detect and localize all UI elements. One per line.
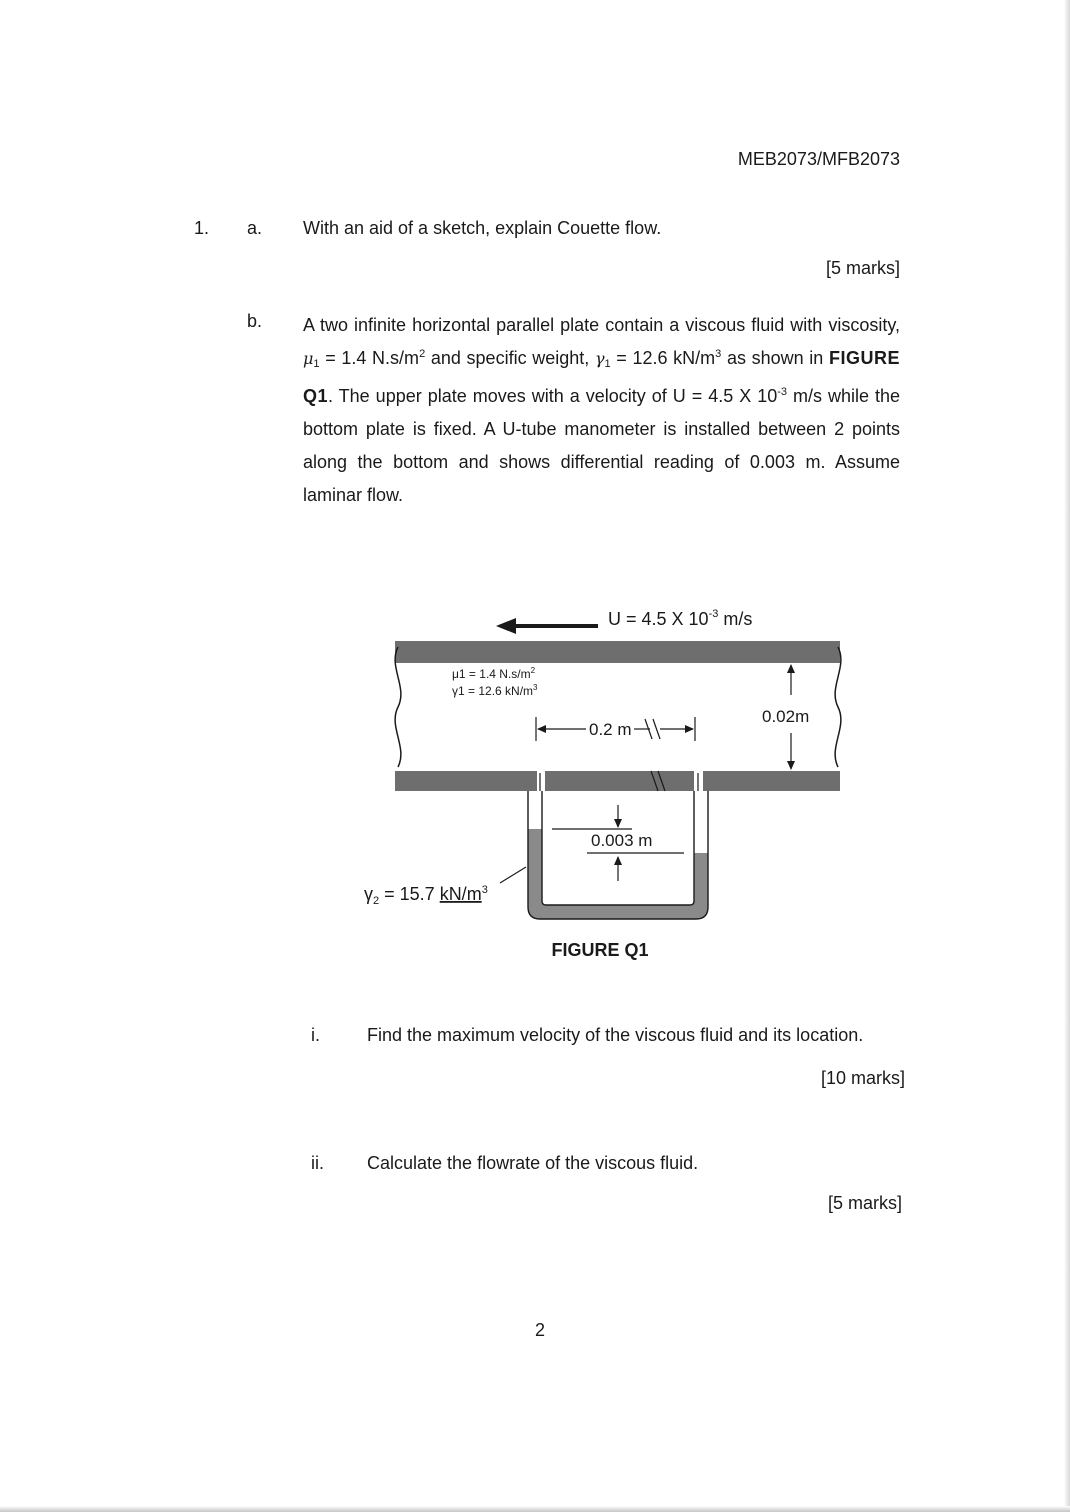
- bottom-plate-middle: [545, 771, 694, 791]
- gamma2-label: $\gamma_2 = 15.7$ $kN/m^3$: [364, 884, 488, 907]
- gap-label: 0.02m: [762, 707, 810, 726]
- sub-i-marks: [10 marks]: [820, 1068, 905, 1088]
- gamma2-leader-line: [500, 867, 526, 883]
- bottom-plate-left: [395, 771, 537, 791]
- sub-ii-label: ii.: [311, 1153, 324, 1173]
- as-shown-text: as shown in: [721, 347, 829, 368]
- spacing-break-2: [653, 719, 660, 739]
- course-code: MEB2073/MFB2073: [737, 149, 900, 169]
- question-number: 1.: [194, 218, 210, 238]
- gamma-symbol: γ: [594, 348, 605, 368]
- mu-subscript: 1: [313, 357, 320, 370]
- gap-arrow-top: [787, 664, 795, 673]
- sub-ii-marks: [5 marks]: [827, 1193, 902, 1213]
- page-number: 2: [534, 1320, 545, 1340]
- reading-arrow-top: [614, 819, 622, 828]
- part-b-intro: A two infinite horizontal parallel plate contain a viscous fluid with viscosity,: [303, 315, 900, 335]
- page-bottom-edge: [0, 1506, 1070, 1512]
- gamma-value: = 12.6 kN/m: [610, 347, 716, 368]
- figure-caption: FIGURE Q1: [551, 940, 649, 960]
- part-b-text: [303, 309, 900, 511]
- mu-value: = 1.4 N.s/m: [319, 347, 420, 368]
- bottom-plate-right: [703, 771, 840, 791]
- page-edge-shadow: [1064, 0, 1070, 1512]
- reading-arrow-bottom: [614, 856, 622, 865]
- part-b-rest: m/s while the bottom plate is fixed. A U-tube manometer is installed between 2 points along the bottom and shows differential reading of 0.003 m. Assume laminar flow.: [303, 386, 900, 505]
- reading-label: 0.003 m: [591, 831, 653, 850]
- velocity-arrow-head: [496, 618, 516, 634]
- spacing-arrow-right: [685, 725, 694, 733]
- gamma-subscript: 1: [604, 357, 611, 370]
- part-a-marks: [5 marks]: [825, 258, 900, 278]
- upper-plate: [395, 641, 840, 663]
- velocity-label: U = 4.5 X $10^{-3}$ m/s: [608, 608, 753, 629]
- sub-i-label: i.: [311, 1025, 320, 1045]
- velocity-exponent: -3: [777, 386, 787, 399]
- figure-reference: FIGURE Q1: [303, 347, 900, 407]
- figure-q1-diagram: [340, 595, 860, 935]
- gamma-exponent: 3: [715, 347, 722, 360]
- gamma1-fluid-label: γ1 = 12.6 $kN/m^3$: [452, 683, 538, 698]
- spacing-arrow-left: [537, 725, 546, 733]
- mu-symbol: μ: [303, 348, 314, 368]
- gap-arrow-bottom: [787, 761, 795, 770]
- left-break-line: [395, 647, 401, 767]
- part-a-text: With an aid of a sketch, explain Couette flow.: [303, 218, 662, 238]
- right-break-line: [835, 647, 841, 767]
- part-a-label: a.: [247, 218, 263, 238]
- plate-text: . The upper plate moves with a velocity of U = 4.5 X 10: [328, 386, 778, 407]
- spacing-label: 0.2 m: [589, 720, 632, 739]
- mu-fluid-label: μ1 = 1.4 $N.s/m^2$: [452, 666, 536, 681]
- part-b-label: b.: [247, 311, 263, 331]
- sub-ii-text: Calculate the flowrate of the viscous fluid.: [367, 1153, 699, 1173]
- sub-i-text: Find the maximum velocity of the viscous fluid and its location.: [367, 1025, 864, 1045]
- part-b-mid: and specific weight,: [425, 347, 595, 368]
- mu-exponent: 2: [419, 347, 426, 360]
